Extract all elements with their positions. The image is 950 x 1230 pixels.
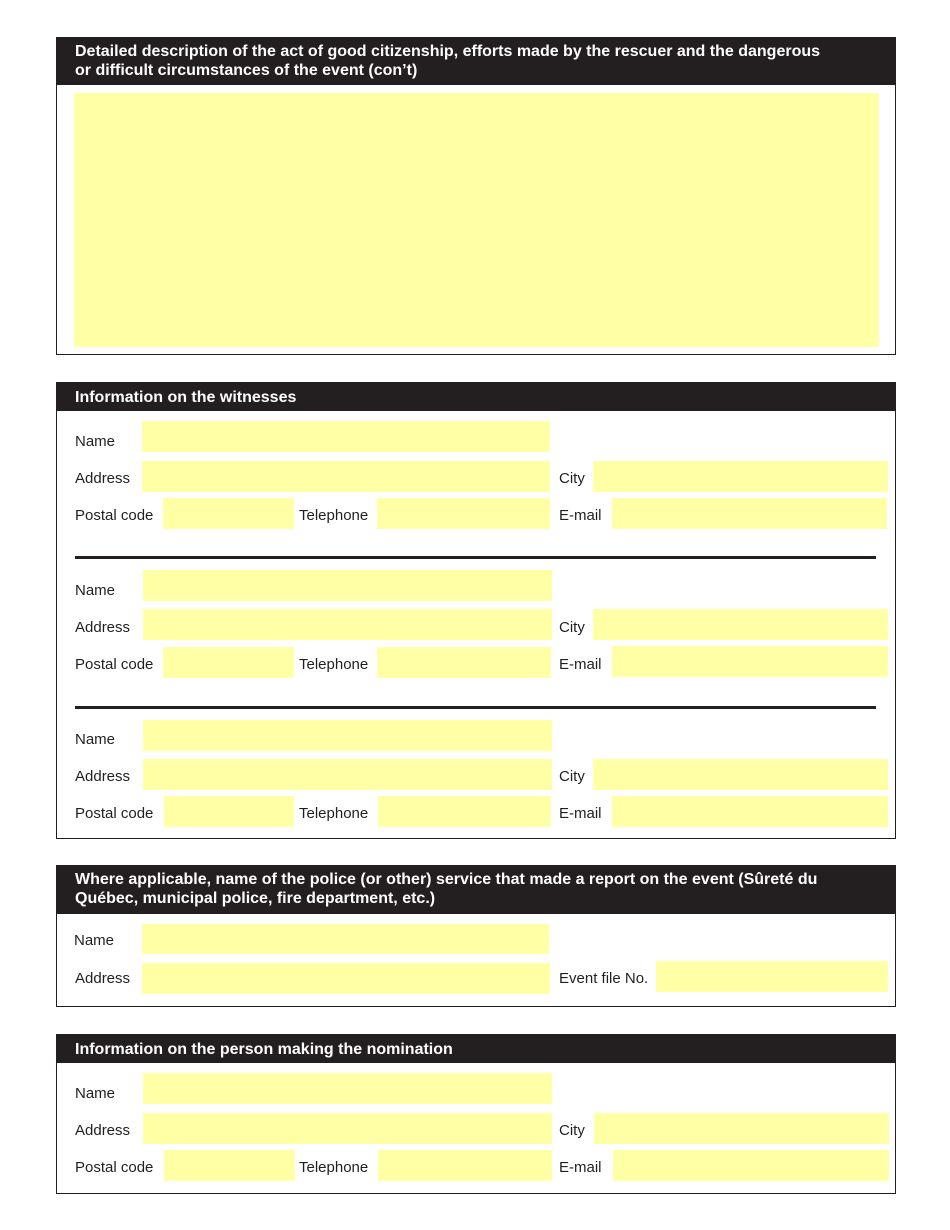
police-section: [56, 865, 896, 1007]
police-name-field[interactable]: [142, 924, 549, 954]
witness-1-email-field[interactable]: [612, 498, 887, 529]
witness-2-email-field[interactable]: [612, 646, 888, 677]
witness-2-city-field[interactable]: [593, 609, 888, 640]
witness-divider: [75, 706, 876, 709]
witness-2-address-label: Address: [75, 619, 131, 636]
witness-2-city-label: City: [559, 619, 585, 636]
nominator-header: [57, 1035, 895, 1063]
nominator-section: [56, 1034, 896, 1194]
witness-2-postal-code-label: Postal code: [75, 656, 154, 673]
nominator-name-label: Name: [75, 1085, 116, 1102]
witness-2-telephone-label: Telephone: [299, 656, 369, 673]
witness-3-telephone-field[interactable]: [378, 796, 551, 827]
nominator-postal-code-label: Postal code: [75, 1159, 154, 1176]
description-section: [56, 37, 896, 355]
nominator-telephone-label: Telephone: [299, 1159, 369, 1176]
nominator-postal-code-field[interactable]: [164, 1150, 295, 1181]
police-title-line2: Québec, municipal police, fire department, etc.): [75, 890, 436, 907]
witness-3-postal-code-field[interactable]: [164, 796, 294, 827]
police-header: [57, 866, 895, 914]
witness-3-city-field[interactable]: [593, 759, 888, 790]
witnesses-title: Information on the witnesses: [75, 389, 297, 406]
witness-2-name-label: Name: [75, 582, 116, 599]
witness-1-telephone-label: Telephone: [299, 507, 369, 524]
police-event-file-field[interactable]: [656, 961, 888, 992]
witness-3-name-field[interactable]: [143, 720, 552, 751]
witness-1-telephone-field[interactable]: [377, 498, 550, 529]
witness-2-address-field[interactable]: [143, 609, 552, 640]
police-name-label: Name: [74, 932, 115, 949]
witness-3-address-label: Address: [75, 768, 131, 785]
witness-1-address-field[interactable]: [142, 461, 550, 492]
witness-3-telephone-label: Telephone: [299, 805, 369, 822]
description-header: [57, 38, 895, 85]
nominator-city-field[interactable]: [594, 1113, 889, 1144]
witnesses-section: [56, 382, 896, 839]
nominator-email-field[interactable]: [613, 1150, 889, 1181]
nominator-city-label: City: [559, 1122, 585, 1139]
witness-1-name-field[interactable]: [142, 421, 550, 452]
nominator-telephone-field[interactable]: [378, 1150, 552, 1181]
witness-3-email-label: E-mail: [559, 805, 602, 822]
police-address-field[interactable]: [142, 963, 550, 994]
witness-3-address-field[interactable]: [143, 759, 552, 790]
witness-1-name-label: Name: [75, 433, 116, 450]
nominator-title: Information on the person making the nomination: [75, 1041, 453, 1058]
police-event-file-label: Event file No.: [559, 970, 649, 987]
witness-1-city-field[interactable]: [593, 461, 888, 492]
nominator-name-field[interactable]: [143, 1073, 552, 1104]
witness-1-city-label: City: [559, 470, 585, 487]
witnesses-header: [57, 383, 895, 411]
witness-2-email-label: E-mail: [559, 656, 602, 673]
witness-2-name-field[interactable]: [143, 570, 552, 601]
witness-1-postal-code-label: Postal code: [75, 507, 154, 524]
nominator-email-label: E-mail: [559, 1159, 602, 1176]
witness-1-postal-code-field[interactable]: [163, 498, 294, 529]
witness-3-name-label: Name: [75, 731, 116, 748]
witness-3-postal-code-label: Postal code: [75, 805, 154, 822]
witness-1-email-label: E-mail: [559, 507, 602, 524]
nominator-address-field[interactable]: [143, 1113, 552, 1144]
witness-1-address-label: Address: [75, 470, 131, 487]
witness-3-city-label: City: [559, 768, 585, 785]
police-title-line1: Where applicable, name of the police (or other) service that made a report on the event (Sûreté du: [75, 871, 818, 888]
description-title-line1: Detailed description of the act of good citizenship, efforts made by the rescuer and the dangerous: [75, 43, 821, 60]
nominator-address-label: Address: [75, 1122, 131, 1139]
witness-2-postal-code-field[interactable]: [163, 647, 294, 678]
witness-2-telephone-field[interactable]: [377, 647, 551, 678]
witness-3-email-field[interactable]: [612, 796, 888, 827]
description-textarea[interactable]: [74, 93, 879, 347]
description-title-line2: or difficult circumstances of the event (con’t): [75, 62, 418, 79]
police-address-label: Address: [75, 970, 131, 987]
witness-divider: [75, 556, 876, 559]
